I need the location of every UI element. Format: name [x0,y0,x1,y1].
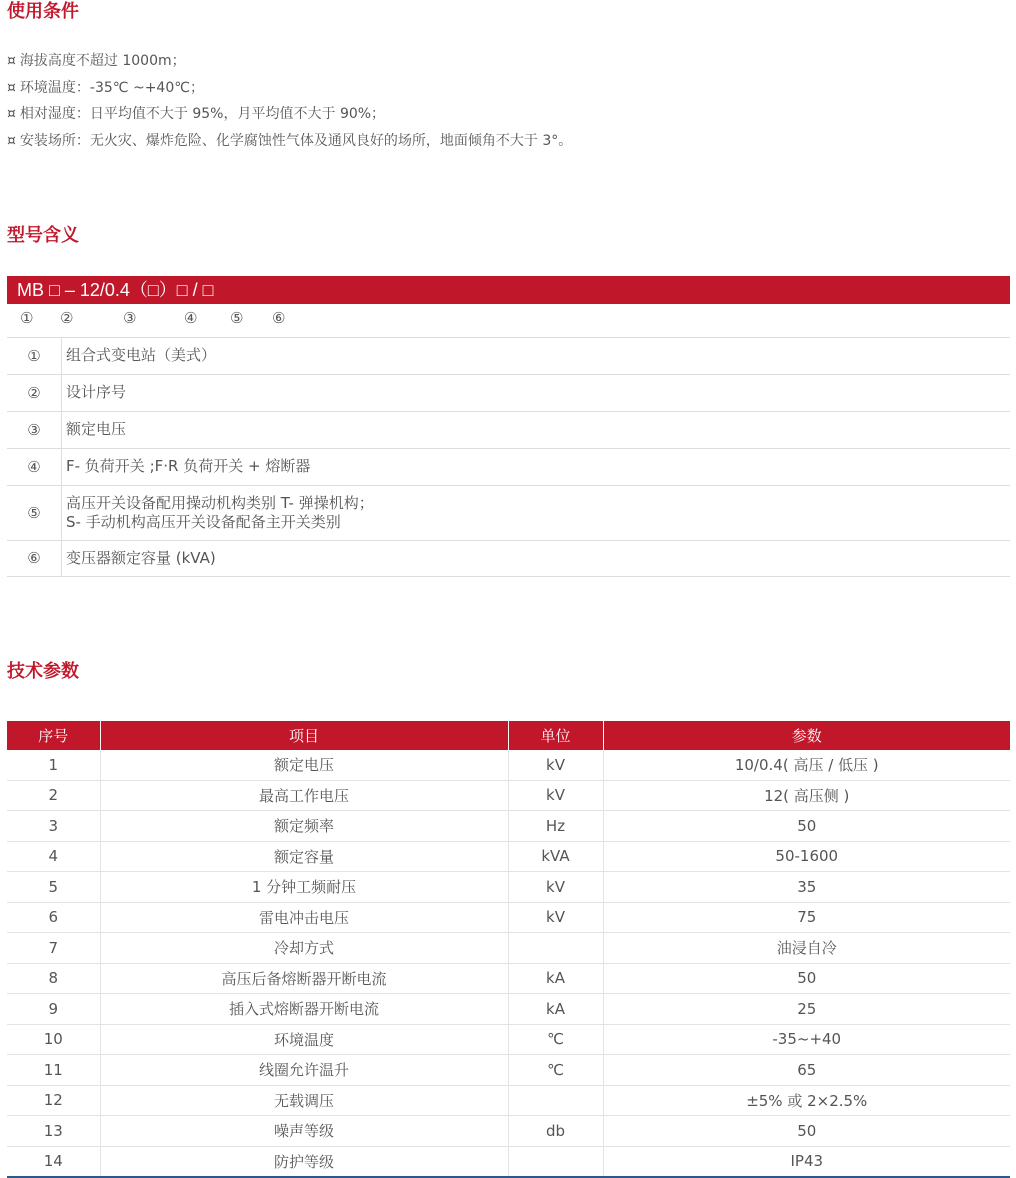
meaning-number: ① [7,338,62,374]
cell-unit [508,1085,603,1116]
model-marker: ② [60,309,74,327]
table-row [7,811,1010,842]
list-item [7,101,572,128]
meaning-text-line: 高压开关设备配用操动机构类别 T- 弹操机构； [66,493,374,512]
cell-item: 雷电冲击电压 [100,902,508,933]
table-row [7,1055,1010,1086]
cell-unit: kV [508,872,603,903]
section-title-specs: 技术参数 [7,661,79,682]
meaning-text: 设计序号 [62,374,1011,411]
table-row [7,872,1010,903]
model-marker: ① [20,309,34,327]
cell-index: 5 [7,872,100,903]
cell-index: 2 [7,780,100,811]
cell-value: 50 [603,963,1010,994]
cell-item: 插入式熔断器开断电流 [100,994,508,1025]
cell-item: 最高工作电压 [100,780,508,811]
table-row [7,411,1010,448]
cell-unit [508,933,603,964]
cell-value: 50-1600 [603,841,1010,872]
cell-index: 7 [7,933,100,964]
table-row [7,485,1010,540]
cell-unit [508,1146,603,1177]
table-row [7,933,1010,964]
section-title-model: 型号含义 [7,225,79,246]
cell-value: 50 [603,1116,1010,1147]
cell-value: 12( 高压侧 ) [603,780,1010,811]
table-row [7,841,1010,872]
bullet-icon: ¤ [7,132,16,149]
cell-value: 75 [603,902,1010,933]
cell-index: 9 [7,994,100,1025]
meaning-number: ③ [7,411,62,448]
table-row [7,780,1010,811]
bullet-icon: ¤ [7,106,16,122]
table-row [7,540,1010,576]
spec-table [7,721,1010,1178]
conditions-list [7,48,572,154]
model-marker: ⑤ [230,309,244,327]
cell-unit: Hz [508,811,603,842]
cell-unit: kV [508,750,603,780]
list-item [7,128,572,155]
cell-index: 4 [7,841,100,872]
table-row [7,750,1010,780]
meaning-text: F- 负荷开关 ;F·R 负荷开关 + 熔断器 [62,448,1011,485]
cell-item: 防护等级 [100,1146,508,1177]
cell-unit: kVA [508,841,603,872]
cell-item: 高压后备熔断器开断电流 [100,963,508,994]
cell-index: 13 [7,1116,100,1147]
table-row [7,1024,1010,1055]
cell-unit: kA [508,994,603,1025]
cell-index: 6 [7,902,100,933]
cell-value: 油浸自冷 [603,933,1010,964]
condition-text: 安装场所：无火灾、爆炸危险、化学腐蚀性气体及通风良好的场所，地面倾角不大于 3°。 [19,132,573,149]
column-header-item: 项目 [100,721,508,750]
bullet-icon: ¤ [7,79,16,96]
cell-index: 10 [7,1024,100,1055]
model-marker: ④ [184,309,198,327]
column-header-index: 序号 [7,721,100,750]
cell-index: 8 [7,963,100,994]
meaning-number: ⑥ [7,540,62,576]
section-title-conditions: 使用条件 [7,1,79,22]
cell-item: 冷却方式 [100,933,508,964]
cell-value: IP43 [603,1146,1010,1177]
cell-unit: db [508,1116,603,1147]
meaning-number: ⑤ [7,485,62,540]
model-marker: ⑥ [272,309,286,327]
meaning-text-line: S- 手动机构高压开关设备配备主开关类别 [66,512,341,531]
table-row [7,994,1010,1025]
table-row [7,1116,1010,1147]
cell-item: 环境温度 [100,1024,508,1055]
table-row [7,902,1010,933]
meaning-text [62,485,1011,540]
model-marker: ③ [123,309,137,327]
cell-unit: kV [508,902,603,933]
table-row [7,1146,1010,1177]
cell-item: 线圈允许温升 [100,1055,508,1086]
cell-unit: kA [508,963,603,994]
table-row [7,338,1010,374]
spec-header-row [7,721,1010,750]
condition-text: 相对湿度：日平均值不大于 95%，月平均值不大于 90%； [19,106,386,122]
bullet-icon: ¤ [7,53,16,69]
condition-text: 环境温度：-35℃ ~+40℃； [19,79,204,96]
table-row [7,963,1010,994]
condition-text: 海拔高度不超过 1000m； [19,53,186,69]
meaning-number: ④ [7,448,62,485]
column-header-value: 参数 [603,721,1010,750]
meaning-text: 变压器额定容量 (kVA) [62,540,1011,576]
cell-index: 1 [7,750,100,780]
cell-value: 10/0.4( 高压 / 低压 ) [603,750,1010,780]
cell-unit: kV [508,780,603,811]
column-header-unit: 单位 [508,721,603,750]
table-row [7,1085,1010,1116]
cell-index: 14 [7,1146,100,1177]
meaning-text: 额定电压 [62,411,1011,448]
cell-item: 额定电压 [100,750,508,780]
cell-item: 额定频率 [100,811,508,842]
cell-index: 11 [7,1055,100,1086]
cell-value: 65 [603,1055,1010,1086]
list-item [7,48,572,75]
model-code-bar: MB □ – 12/0.4（□）□ / □ [7,276,1010,304]
cell-unit: ℃ [508,1024,603,1055]
model-markers-row [7,304,1010,338]
meaning-number: ② [7,374,62,411]
cell-value: ±5% 或 2×2.5% [603,1085,1010,1116]
cell-value: 35 [603,872,1010,903]
model-meaning-table [7,338,1010,577]
meaning-text: 组合式变电站（美式） [62,338,1011,374]
cell-item: 噪声等级 [100,1116,508,1147]
cell-index: 12 [7,1085,100,1116]
table-row [7,448,1010,485]
cell-value: 50 [603,811,1010,842]
cell-index: 3 [7,811,100,842]
cell-unit: ℃ [508,1055,603,1086]
cell-value: 25 [603,994,1010,1025]
cell-item: 1 分钟工频耐压 [100,872,508,903]
table-row [7,374,1010,411]
cell-item: 无载调压 [100,1085,508,1116]
cell-item: 额定容量 [100,841,508,872]
cell-value: -35~+40 [603,1024,1010,1055]
list-item [7,75,572,102]
